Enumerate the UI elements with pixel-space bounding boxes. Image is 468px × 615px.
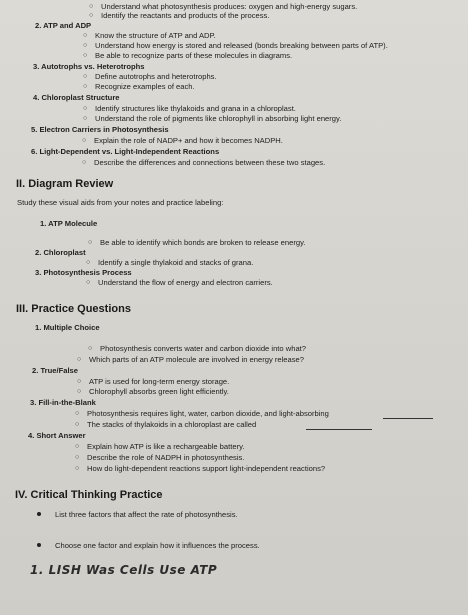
sub-bullet: ○ (75, 465, 80, 472)
objective-line: Be able to identify which bonds are broken to release energy. (100, 238, 306, 247)
sub-bullet: ○ (83, 115, 88, 122)
sub-bullet: ○ (75, 421, 80, 428)
question-line: How do light-dependent reactions support light-independent reactions? (87, 464, 326, 473)
critical-prompt: List three factors that affect the rate of photosynthesis. (55, 510, 238, 519)
topic-heading: 2. ATP and ADP (35, 21, 92, 30)
topic-heading: 3. Fill-in-the-Blank (30, 398, 96, 407)
section-heading-diagram-review: II. Diagram Review (16, 178, 114, 190)
topic-heading: 2. True/False (32, 366, 79, 375)
question-line: Which parts of an ATP molecule are involved in energy release? (89, 355, 304, 364)
critical-prompt: Choose one factor and explain how it influences the process. (55, 541, 260, 550)
question-line: Explain how ATP is like a rechargeable battery. (87, 442, 245, 451)
sub-bullet: ○ (83, 52, 88, 59)
question-line: Photosynthesis requires light, water, carbon dioxide, and light-absorbing (87, 409, 329, 418)
objective-line: Define autotrophs and heterotrophs. (95, 72, 217, 81)
objective-line: Identify structures like thylakoids and grana in a chloroplast. (95, 104, 296, 113)
objective-line: Explain the role of NADP+ and how it becomes NADPH. (94, 136, 283, 145)
sub-bullet: ○ (83, 105, 88, 112)
topic-heading: 2. Chloroplast (35, 248, 86, 257)
objective-line: Recognize examples of each. (95, 82, 195, 91)
objective-line: Understand the flow of energy and electron carriers. (98, 278, 273, 287)
sub-bullet: ○ (77, 356, 82, 363)
sub-bullet: ○ (82, 137, 87, 144)
sub-bullet: ○ (88, 345, 93, 352)
objective-line: Identify the reactants and products of the process. (101, 11, 270, 20)
topic-heading: 6. Light-Dependent vs. Light-Independent Reactions (31, 147, 220, 156)
sub-bullet: ○ (83, 42, 88, 49)
bullet-dot (37, 512, 41, 516)
question-line: Photosynthesis converts water and carbon dioxide into what? (100, 344, 306, 353)
question-line: Describe the role of NADPH in photosynthesis. (87, 453, 245, 462)
question-line: The stacks of thylakoids in a chloroplast are called (87, 420, 257, 429)
sub-bullet: ○ (83, 73, 88, 80)
sub-bullet: ○ (83, 32, 88, 39)
topic-heading: 5. Electron Carriers in Photosynthesis (31, 125, 169, 134)
objective-line: Understand the role of pigments like chlorophyll in absorbing light energy. (95, 114, 342, 123)
section-intro: Study these visual aids from your notes and practice labeling: (17, 198, 224, 207)
sub-bullet: ○ (88, 239, 93, 246)
sub-bullet: ○ (86, 279, 91, 286)
sub-bullet: ○ (86, 259, 91, 266)
topic-heading: 1. Multiple Choice (35, 323, 100, 332)
sub-bullet: ○ (82, 159, 87, 166)
sub-bullet: ○ (89, 12, 94, 19)
section-heading-practice-questions: III. Practice Questions (16, 303, 131, 315)
handwritten-answer: 1. LISH Was Cells Use ATP (30, 563, 218, 577)
objective-line: Be able to recognize parts of these molecules in diagrams. (95, 51, 293, 60)
answer-blank[interactable] (306, 429, 372, 430)
objective-line: Describe the differences and connections between these two stages. (94, 158, 326, 167)
sub-bullet: ○ (77, 388, 82, 395)
topic-heading: 3. Autotrophs vs. Heterotrophs (33, 62, 145, 71)
objective-line: Understand what photosynthesis produces: oxygen and high-energy sugars. (101, 2, 358, 11)
sub-bullet: ○ (75, 410, 80, 417)
sub-bullet: ○ (77, 378, 82, 385)
sub-bullet: ○ (83, 83, 88, 90)
sub-bullet: ○ (89, 3, 94, 10)
topic-heading: 4. Short Answer (28, 431, 86, 440)
objective-line: Know the structure of ATP and ADP. (95, 31, 216, 40)
topic-heading: 1. ATP Molecule (40, 219, 98, 228)
question-line: ATP is used for long-term energy storage. (89, 377, 230, 386)
objective-line: Understand how energy is stored and released (bonds breaking between parts of ATP). (95, 41, 388, 50)
topic-heading: 3. Photosynthesis Process (35, 268, 132, 277)
objective-line: Identify a single thylakoid and stacks of grana. (98, 258, 254, 267)
answer-blank[interactable] (383, 418, 433, 419)
topic-heading: 4. Chloroplast Structure (33, 93, 120, 102)
bullet-dot (37, 543, 41, 547)
sub-bullet: ○ (75, 443, 80, 450)
section-heading-critical-thinking: IV. Critical Thinking Practice (15, 489, 163, 501)
question-line: Chlorophyll absorbs green light efficiently. (89, 387, 229, 396)
sub-bullet: ○ (75, 454, 80, 461)
